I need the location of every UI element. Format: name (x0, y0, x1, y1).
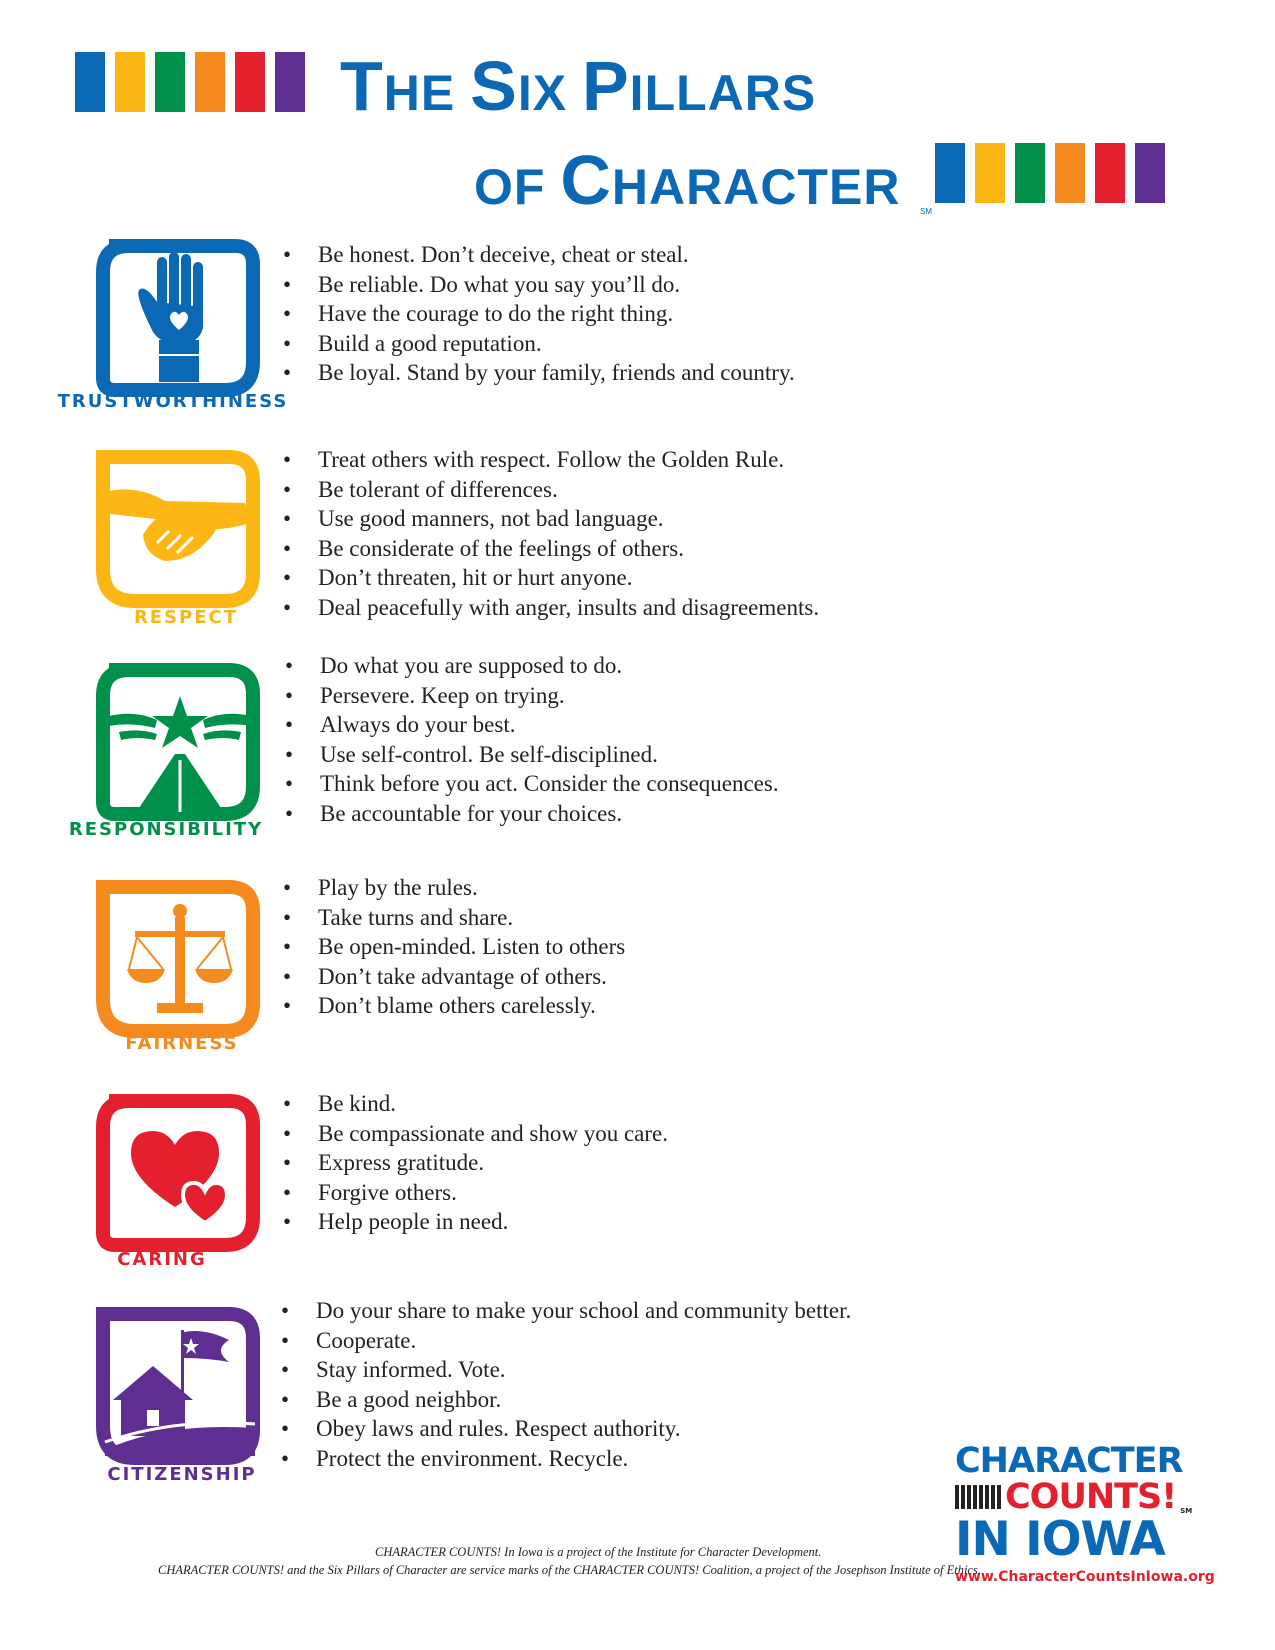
list-item: • Deal peacefully with anger, insults and disagreements. (283, 593, 819, 623)
winged-star-road-icon (95, 656, 265, 826)
handshake-icon (95, 443, 265, 613)
list-item: • Do your share to make your school and community better. (281, 1296, 851, 1326)
list-item: • Be loyal. Stand by your family, friends and country. (283, 358, 795, 388)
logo-line2: COUNTS! (1005, 1477, 1177, 1517)
list-item: • Use self-control. Be self-disciplined. (285, 740, 779, 770)
pillar-name: CARING (117, 1249, 207, 1270)
list-item: • Cooperate. (281, 1326, 851, 1356)
balance-scale-icon (95, 873, 265, 1043)
columns-icon (955, 1485, 1001, 1509)
pillar-name: FAIRNESS (125, 1033, 239, 1054)
list-item: • Be tolerant of differences. (283, 475, 819, 505)
raised-hand-heart-icon (95, 232, 265, 402)
character-counts-logo (955, 1441, 1215, 1585)
page-title-line1: THE SIX PILLARS (340, 47, 817, 125)
pillar-name: TRUSTWORTHINESS (57, 391, 289, 412)
color-bar (1135, 143, 1165, 203)
list-item: • Don’t take advantage of others. (283, 962, 625, 992)
list-item: • Protect the environment. Recycle. (281, 1444, 851, 1474)
list-item: • Have the courage to do the right thing. (283, 299, 795, 329)
footer-line2: CHARACTER COUNTS! and the Six Pillars of Character are service marks of the CHARACTER COUNTS! Coalition, a project of the Josephson Institute of Ethics. (158, 1563, 981, 1577)
list-item: • Build a good reputation. (283, 329, 795, 359)
list-item: • Persevere. Keep on trying. (285, 681, 779, 711)
color-bar (1055, 143, 1085, 203)
list-item: • Use good manners, not bad language. (283, 504, 819, 534)
color-bar (1015, 143, 1045, 203)
color-bar (275, 52, 305, 112)
list-item: • Be reliable. Do what you say you’ll do. (283, 270, 795, 300)
footer-line1: CHARACTER COUNTS! In Iowa is a project of the Institute for Character Development. (375, 1545, 822, 1559)
logo-service-mark: SM (1180, 1507, 1193, 1515)
color-bars-right (935, 143, 1165, 203)
color-bar (155, 52, 185, 112)
list-item: • Be honest. Don’t deceive, cheat or steal. (283, 240, 795, 270)
list-item: • Be compassionate and show you care. (283, 1119, 668, 1149)
list-item: • Express gratitude. (283, 1148, 668, 1178)
color-bar (1095, 143, 1125, 203)
color-bar (935, 143, 965, 203)
list-item: • Take turns and share. (283, 903, 625, 933)
trait-list (283, 240, 795, 388)
pillar-name: CITIZENSHIP (107, 1464, 257, 1485)
color-bar (195, 52, 225, 112)
trait-list (283, 873, 625, 1021)
color-bar (115, 52, 145, 112)
list-item: • Do what you are supposed to do. (285, 651, 779, 681)
list-item: • Be open-minded. Listen to others (283, 932, 625, 962)
trait-list (283, 1089, 668, 1237)
house-flag-icon (95, 1300, 265, 1470)
list-item: • Don’t threaten, hit or hurt anyone. (283, 563, 819, 593)
list-item: • Think before you act. Consider the consequences. (285, 769, 779, 799)
list-item: • Be accountable for your choices. (285, 799, 779, 829)
pillar-name: RESPONSIBILITY (68, 819, 264, 840)
hearts-icon (95, 1087, 265, 1257)
list-item: • Forgive others. (283, 1178, 668, 1208)
color-bar (235, 52, 265, 112)
trait-list (281, 1296, 851, 1473)
color-bar (975, 143, 1005, 203)
logo-line2-row (955, 1477, 1193, 1517)
color-bars-left (75, 52, 305, 112)
list-item: • Treat others with respect. Follow the Golden Rule. (283, 445, 819, 475)
list-item: • Be considerate of the feelings of others. (283, 534, 819, 564)
trait-list (285, 651, 779, 828)
website-link[interactable]: www.CharacterCountsInIowa.org (955, 1569, 1215, 1585)
service-mark: SM (920, 207, 932, 216)
list-item: • Always do your best. (285, 710, 779, 740)
trait-list (283, 445, 819, 622)
list-item: • Stay informed. Vote. (281, 1355, 851, 1385)
list-item: • Obey laws and rules. Respect authority. (281, 1414, 851, 1444)
pillar-name: RESPECT (133, 607, 239, 628)
list-item: • Be a good neighbor. (281, 1385, 851, 1415)
logo-line3: IN IOWA (955, 1512, 1165, 1567)
list-item: • Help people in need. (283, 1207, 668, 1237)
page-title-line2: OF CHARACTER (474, 141, 901, 219)
list-item: • Play by the rules. (283, 873, 625, 903)
color-bar (75, 52, 105, 112)
list-item: • Don’t blame others carelessly. (283, 991, 625, 1021)
logo-line1: CHARACTER (955, 1441, 1183, 1481)
list-item: • Be kind. (283, 1089, 668, 1119)
